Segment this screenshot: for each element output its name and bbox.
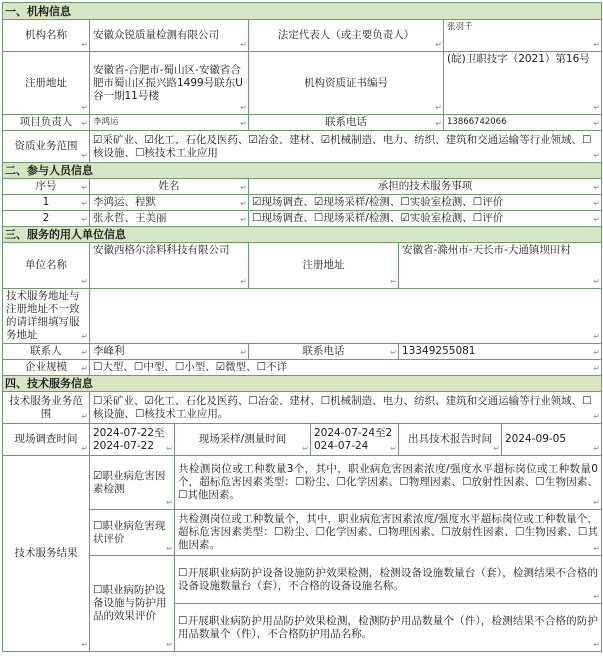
result-item-2-value: 共检测岗位或工种数量个，其中，职业病危害因素浓度/强度水平超标岗位或工种数量个，超标危害因素类型：☐粉尘、☐化学因素、☐物理因素、☐放射性因素、☐生物因素、☐其他因素。 ↵ — [175, 510, 602, 556]
qual-scope-label: 资质业务范围 ↵ — [3, 131, 90, 163]
unit-name-value: 安徽西格尔涂料科技有限公司 ↵ — [90, 243, 249, 289]
service-address-label: 技术服务地址与注册地址不一致的请详细填写服务地址 ↵ — [3, 289, 90, 344]
result-item-3-value-b: ☐开展职业病防护用品防护效果检测，检测防护用品数量个（件），检测结果不合格的防护用品数量个（件），不合格防护用品名称。 ↵ — [175, 604, 602, 652]
report-time-value: 2024-09-05 ↵ — [502, 424, 602, 456]
result-item-3-label: ☐职业病防护设备设施与防护用品的效果评价 ↵ — [90, 556, 175, 652]
unit-phone-value: 13349255081 ↵ — [399, 344, 602, 360]
unit-phone-label: 联系电话 ↵ — [249, 344, 399, 360]
section-1-title: 一、机构信息 — [3, 3, 602, 20]
sampling-time-label: 现场采样/测量时间 ↵ — [175, 424, 311, 456]
cert-number-value: (皖)卫职技字（2021）第16号 ↵ — [444, 52, 602, 115]
service-scope-label: 技术服务业务范围 ↵ — [3, 392, 90, 424]
survey-time-label: 现场调查时间 ↵ — [3, 424, 90, 456]
record-table — [2, 2, 602, 652]
org-phone-value: 13866742066 ↵ — [444, 115, 602, 131]
section-3-title: 三、服务的用人单位信息 — [3, 227, 602, 243]
section-4-title: 四、技术服务信息 — [3, 376, 602, 392]
cert-number-label: 机构资质证书编号 ↵ — [249, 52, 444, 115]
org-name-label: 机构名称 ↵ — [3, 20, 90, 52]
report-time-label: 出具技术报告时间 ↵ — [399, 424, 502, 456]
unit-contact-label: 联系人 ↵ — [3, 344, 90, 360]
service-scope-value: ☐采矿业、☑化工、石化及医药、☐冶金、建材、☐机械制造、电力、纺织、建筑和交通运输等行业领域、☐核设施、☐核技术工业应用。 ↵ — [90, 392, 602, 424]
staff-row-1-no: 1 ↵ — [3, 195, 90, 211]
unit-contact-value: 李峰利 ↵ — [90, 344, 249, 360]
company-size-label: 企业规模 ↵ — [3, 360, 90, 376]
legal-rep-label: 法定代表人（或主要负责人） ↵ — [249, 20, 444, 52]
staff-row-2-no: 2 ↵ — [3, 211, 90, 227]
unit-reg-label: 注册地址 ↵ — [249, 243, 399, 289]
org-phone-label: 联系电话 ↵ — [249, 115, 444, 131]
legal-rep-value: 张羽千 ↵ — [444, 20, 602, 52]
unit-reg-value: 安徽省-滁州市-天长市-大通镇坝田村 ↵ — [399, 243, 602, 289]
reg-address-label: 注册地址 ↵ — [3, 52, 90, 115]
service-record-document — [2, 2, 601, 654]
company-size-value: ☐大型、☐中型、☐小型、☑微型、☐不详 ↵ — [90, 360, 602, 376]
staff-row-1-name: 李鸿运、程默 ↵ — [90, 195, 249, 211]
service-result-label: 技术服务结果 ↵ — [3, 456, 90, 652]
col-name-header: 姓名 ↵ — [90, 179, 249, 195]
survey-time-value: 2024-07-22至2024-07-22 ↵ — [90, 424, 175, 456]
result-item-3-value-a: ☐开展职业病防护设备设施防护效果检测，检测设备设施数量台（套），检测结果不合格的设备设施数量台（套），不合格的设备设施名称。 ↵ — [175, 556, 602, 604]
project-lead-label: 项目负责人 ↵ — [3, 115, 90, 131]
org-name-value: 安徽众锐质量检测有限公司 ↵ — [90, 20, 249, 52]
result-item-1-label: ☑职业病危害因素检测 ↵ — [90, 456, 175, 510]
result-item-1-value: 共检测岗位或工种数量3个，其中，职业病危害因素浓度/强度水平超标岗位或工种数量0个，超标危害因素类型：☐粉尘、☐化学因素、☐物理因素、☐放射性因素、☐生物因素、☐其他因素。 ↵ — [175, 456, 602, 510]
section-2-title: 二、参与人员信息 — [3, 163, 602, 179]
qual-scope-value: ☑采矿业、☑化工、石化及医药、☑冶金、建材、☑机械制造、电力、纺织、建筑和交通运输等行业领域、☐核设施、☐核技术工业应用 ↵ — [90, 131, 602, 163]
staff-row-2-name: 张永哲、王美丽 ↵ — [90, 211, 249, 227]
col-no-header: 序号 ↵ — [3, 179, 90, 195]
col-duty-header: 承担的技术服务事项 ↵ — [249, 179, 602, 195]
sampling-time-value: 2024-07-24至2024-07-24 ↵ — [311, 424, 399, 456]
reg-address-value: 安徽省-合肥市-蜀山区-安徽省合肥市蜀山区振兴路1499号联东U谷一期11号楼 ↵ — [90, 52, 249, 115]
service-address-value — [90, 289, 602, 344]
staff-row-1-duty: ☑现场调查、☑现场采样/检测、☐实验室检测、☐评价 ↵ — [249, 195, 602, 211]
result-item-2-label: ☐职业病危害现状评价 ↵ — [90, 510, 175, 556]
project-lead-value: 李鸿运 ↵ — [90, 115, 249, 131]
unit-name-label: 单位名称 ↵ — [3, 243, 90, 289]
staff-row-2-duty: ☐现场调查、☐现场采样/检测、☑实验室检测、☐评价 ↵ — [249, 211, 602, 227]
